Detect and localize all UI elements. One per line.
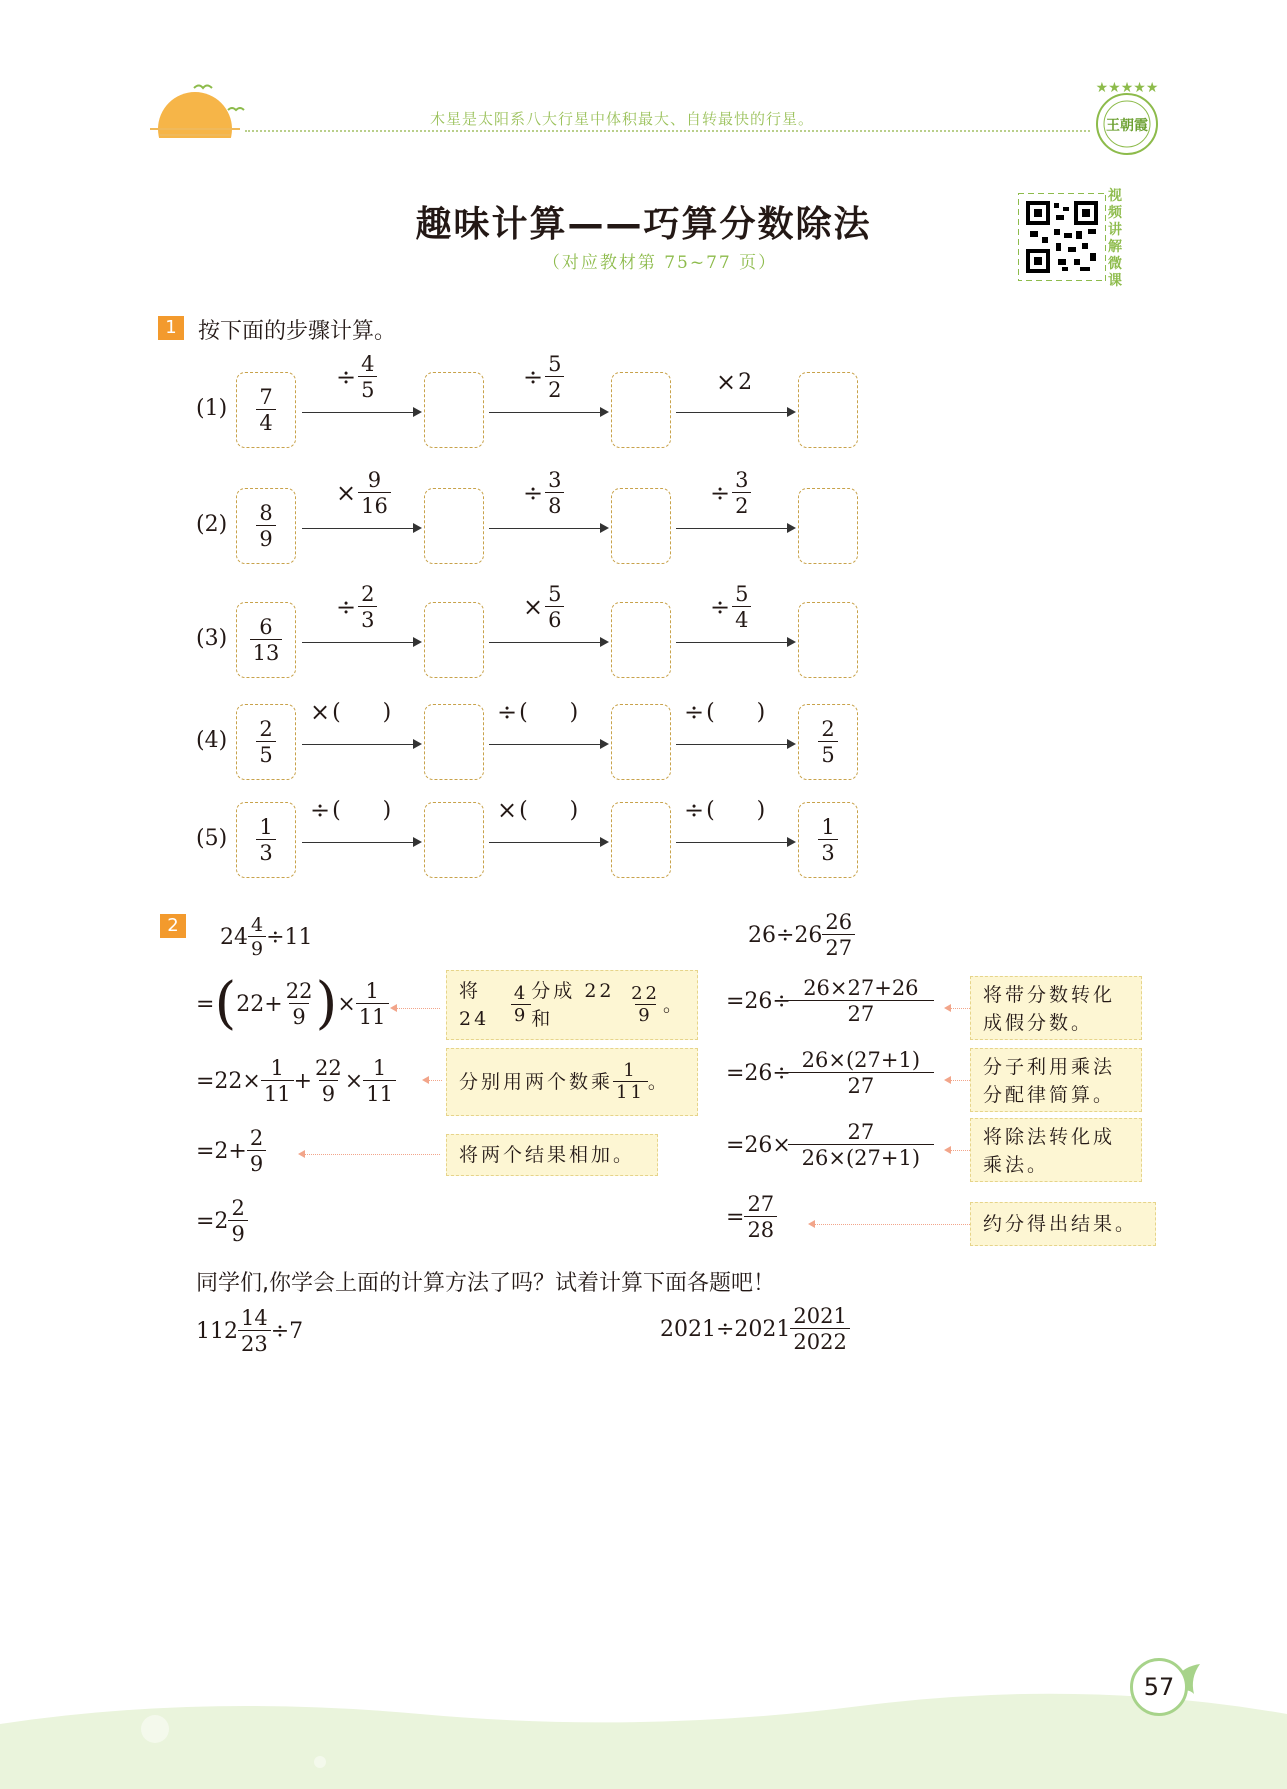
q2-right-step1: =26÷ $\frac{26\times 27+26}{27}$ [726, 976, 931, 1026]
answer-box[interactable] [424, 704, 484, 780]
answer-box[interactable] [611, 802, 671, 878]
q2-left-problem: 24 $\frac{4}{9}$ ÷11 [220, 914, 313, 960]
operation-label: × 2 [716, 368, 753, 396]
answer-box[interactable] [424, 372, 484, 448]
q2-right-note-2: 分子利用乘法 分配律简算。 [970, 1048, 1142, 1112]
row-label: (3) [196, 626, 228, 651]
start-value-box: $\frac{1}{3}$ [236, 802, 296, 878]
answer-box[interactable] [611, 704, 671, 780]
arrow [676, 642, 794, 643]
qr-label: 视 频 讲 解 微 课 [1108, 188, 1122, 289]
q2-left-step4: =2 $\frac{2}{9}$ [196, 1196, 248, 1246]
answer-box[interactable] [424, 802, 484, 878]
q2-right-note-3: 将除法转化成 乘法。 [970, 1118, 1142, 1182]
arrow [489, 744, 607, 745]
q2-left-step2: =22× $\frac{1}{11}$ + $\frac{22}{9}$ × $\frac{1}{11}$ [196, 1056, 396, 1106]
q2-left-note-1: 将 24 $\frac{4}{9}$ 分成 22 和 $\frac{22}{9}$ 。 [446, 970, 698, 1040]
answer-box[interactable] [798, 372, 858, 448]
q2-left-step3: =2+ $\frac{2}{9}$ [196, 1126, 266, 1176]
start-value-box: $\frac{7}{4}$ [236, 372, 296, 448]
badge-text: 王朝霞 [1106, 118, 1148, 134]
q1-instruction: 按下面的步骤计算。 [198, 319, 397, 344]
operation-label: × $\frac{5}{6}$ [523, 582, 564, 632]
q2-prompt: 同学们,你学会上面的计算方法了吗？试着计算下面各题吧！ [196, 1271, 775, 1296]
q2-left-step1: = ( 22+ $\frac{22}{9}$ ) × $\frac{1}{11}$ [196, 976, 389, 1032]
page-subtitle: （对应教材第 75~77 页） [542, 253, 778, 273]
operation-label: ÷ $\frac{5}{4}$ [710, 582, 751, 632]
page-title: 趣味计算——巧算分数除法 [415, 204, 872, 245]
answer-box[interactable] [798, 488, 858, 564]
operation-label[interactable]: × ( ) [497, 796, 579, 824]
start-value-box: $\frac{6}{13}$ [236, 602, 296, 678]
operation-label: ÷ $\frac{3}{8}$ [523, 468, 564, 518]
arrow [489, 412, 607, 413]
footer-background [0, 1684, 1287, 1789]
arrow [302, 842, 420, 843]
bird-icons [190, 80, 250, 120]
answer-box[interactable] [611, 602, 671, 678]
operation-label[interactable]: ÷ ( ) [310, 796, 392, 824]
answer-box[interactable] [611, 372, 671, 448]
note-pointer [392, 1008, 440, 1009]
note-pointer [946, 1080, 970, 1081]
row-label: (4) [196, 728, 228, 753]
operation-label: ÷ $\frac{2}{3}$ [336, 582, 377, 632]
operation-label: × $\frac{9}{16}$ [336, 468, 391, 518]
start-value-box: $\frac{2}{5}$ [236, 704, 296, 780]
end-value-box: $\frac{2}{5}$ [798, 704, 858, 780]
arrow [302, 412, 420, 413]
start-value-box: $\frac{8}{9}$ [236, 488, 296, 564]
arrow [676, 744, 794, 745]
operation-label[interactable]: ÷ ( ) [684, 796, 766, 824]
q2-right-problem: 26÷26 $\frac{26}{27}$ [748, 910, 855, 960]
answer-box[interactable] [798, 602, 858, 678]
note-pointer [424, 1080, 442, 1081]
q2-right-note-4: 约分得出结果。 [970, 1202, 1156, 1246]
question-number-2: 2 [160, 914, 186, 938]
arrow [676, 842, 794, 843]
q2-right-step3: =26× $\frac{27}{26\times(27+1)}$ [726, 1120, 931, 1170]
qr-code[interactable] [1018, 193, 1106, 281]
arrow [489, 642, 607, 643]
exercise-2: 2021÷2021 $\frac{2021}{2022}$ [660, 1304, 850, 1354]
header-tagline: 木星是太阳系八大行星中体积最大、自转最快的行星。 [430, 110, 815, 128]
arrow [302, 642, 420, 643]
note-pointer [300, 1154, 440, 1155]
operation-label: ÷ $\frac{3}{2}$ [710, 468, 751, 518]
arrow [302, 528, 420, 529]
row-label: (1) [196, 396, 228, 421]
question-number-1: 1 [158, 316, 184, 340]
note-pointer [810, 1224, 970, 1225]
header-divider [245, 130, 1090, 132]
note-pointer [946, 1008, 970, 1009]
operation-label[interactable]: ÷ ( ) [497, 698, 579, 726]
note-pointer [946, 1150, 970, 1151]
answer-box[interactable] [611, 488, 671, 564]
q2-right-step2: =26÷ $\frac{26\times(27+1)}{27}$ [726, 1048, 931, 1098]
operation-label[interactable]: ÷ ( ) [684, 698, 766, 726]
arrow [676, 528, 794, 529]
arrow [489, 528, 607, 529]
operation-label[interactable]: × ( ) [310, 698, 392, 726]
page-number: 57 [1130, 1658, 1188, 1716]
arrow [489, 842, 607, 843]
q2-left-note-2: 分别用两个数乘 $\frac{1}{11}$ 。 [446, 1048, 698, 1116]
end-value-box: $\frac{1}{3}$ [798, 802, 858, 878]
brand-badge [1090, 78, 1164, 158]
row-label: (2) [196, 512, 228, 537]
operation-label: ÷ $\frac{5}{2}$ [523, 352, 564, 402]
answer-box[interactable] [424, 488, 484, 564]
q2-right-step4: = $\frac{27}{28}$ [726, 1192, 777, 1242]
row-label: (5) [196, 826, 228, 851]
operation-label: ÷ $\frac{4}{5}$ [336, 352, 377, 402]
svg-text:★★★★★: ★★★★★ [1095, 80, 1159, 96]
exercise-1: 112 $\frac{14}{23}$ ÷7 [196, 1306, 304, 1356]
q2-left-note-3: 将两个结果相加。 [446, 1134, 658, 1176]
arrow [676, 412, 794, 413]
q2-right-note-1: 将带分数转化 成假分数。 [970, 976, 1142, 1040]
arrow [302, 744, 420, 745]
answer-box[interactable] [424, 602, 484, 678]
